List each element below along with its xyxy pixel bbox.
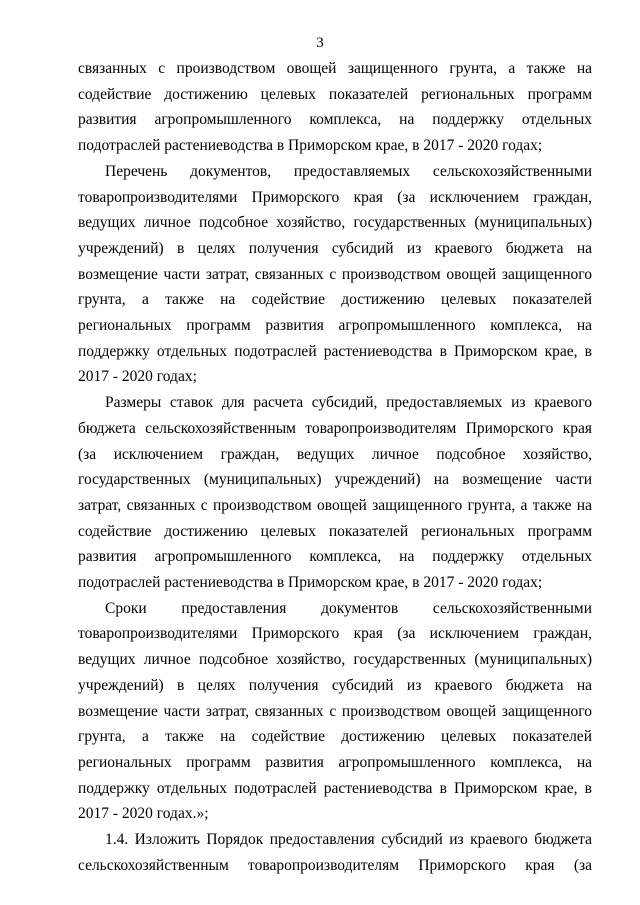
paragraph-documents-list: Перечень документов, предоставляемых сельскохозяйственными товаропроизводителями Приморского края (за исключением граждан, ведущих личное подсобное хозяйство, государственных (муниципальных) учреждений) в целях получения субсидий из краевого бюджета на возмещение части затрат, связанных с производством овощей защищенного грунта, а также на содействие достижению целевых показателей региональных программ развития агропромышленного комплекса, на поддержку отдельных подотраслей растениеводства в Приморском крае, в 2017 - 2020 годах; <box>78 162 592 386</box>
page-number: 3 <box>316 35 324 51</box>
paragraph-deadlines: Сроки предоставления документов сельскохозяйственными товаропроизводителями Приморского края (за исключением граждан, ведущих личное подсобное хозяйство, государственных (муниципальных) учреждений) в целях получения субсидий из краевого бюджета на возмещение части затрат, связанных с производством овощей защищенного грунта, а также на содействие достижению целевых показателей региональных программ развития агропромышленного комплекса, на поддержку отдельных подотраслей растениеводства в Приморском крае, в 2017 - 2020 годах.»; <box>78 599 592 823</box>
paragraph-item-1-4: 1.4. Изложить Порядок предоставления субсидий из краевого бюджета сельскохозяйственным товаропроизводителям Приморского края (за <box>78 831 592 874</box>
paragraph-continuation: связанных с производством овощей защищенного грунта, а также на содействие достижению целевых показателей региональных программ развития агропромышленного комплекса, на поддержку отдельных подотраслей растениеводства в Приморском крае, в 2017 - 2020 годах; <box>78 60 592 155</box>
document-body <box>78 56 592 879</box>
paragraph-rates: Размеры ставок для расчета субсидий, предоставляемых из краевого бюджета сельскохозяйственным товаропроизводителям Приморского края (за исключением граждан, ведущих личное подсобное хозяйство, государственных (муниципальных) учреждений) на возмещение части затрат, связанных с производством овощей защищенного грунта, а также на содействие достижению целевых показателей региональных программ развития агропромышленного комплекса, на поддержку отдельных подотраслей растениеводства в Приморском крае, в 2017 - 2020 годах; <box>78 394 592 592</box>
